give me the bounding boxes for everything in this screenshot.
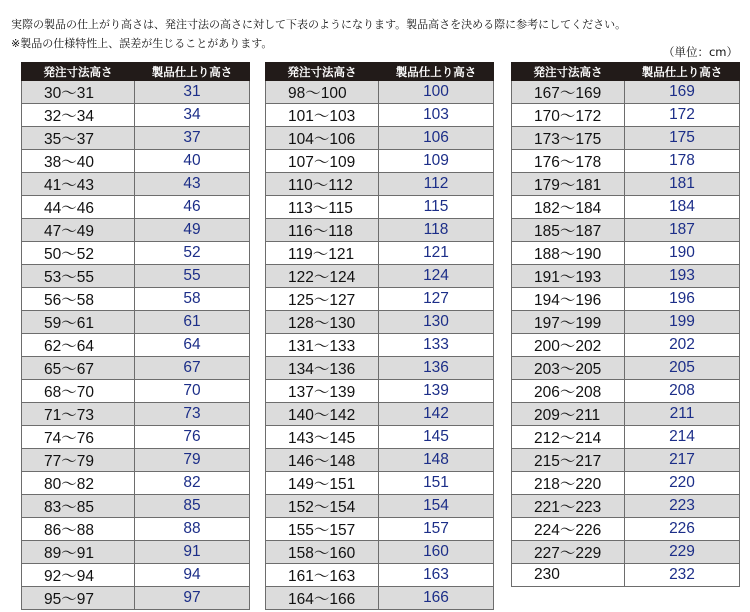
header-finished-height: 製品仕上り高さ <box>625 63 740 81</box>
order-height-cell: 119～121 <box>266 242 379 265</box>
order-height-cell: 185～187 <box>512 219 625 242</box>
table-row <box>512 541 740 564</box>
table-header-row <box>22 63 250 81</box>
finished-height-cell: 115 <box>379 196 494 219</box>
finished-height-cell: 205 <box>625 357 740 380</box>
order-height-cell: 92～94 <box>22 564 135 587</box>
finished-height-cell: 118 <box>379 219 494 242</box>
finished-height-cell: 91 <box>135 541 250 564</box>
table-row <box>22 587 250 610</box>
table-row <box>266 380 494 403</box>
table-row <box>512 81 740 104</box>
order-height-cell: 86～88 <box>22 518 135 541</box>
table-row <box>266 127 494 150</box>
table-row <box>22 564 250 587</box>
header-order-height: 発注寸法高さ <box>22 63 135 81</box>
intro-note: 実際の製品の仕上がり高さは、発注寸法の高さに対して下表のようになります。製品高さを決める際に参考にしてください。 <box>11 18 627 31</box>
order-height-cell: 131～133 <box>266 334 379 357</box>
table-header-row <box>512 63 740 81</box>
table-row <box>266 587 494 610</box>
finished-height-cell: 163 <box>379 564 494 587</box>
table-row <box>512 242 740 265</box>
size-table-2 <box>265 62 494 610</box>
header-order-height: 発注寸法高さ <box>266 63 379 81</box>
order-height-cell: 191～193 <box>512 265 625 288</box>
order-height-cell: 50～52 <box>22 242 135 265</box>
order-height-cell: 137～139 <box>266 380 379 403</box>
finished-height-cell: 190 <box>625 242 740 265</box>
table-row <box>512 495 740 518</box>
order-height-cell: 188～190 <box>512 242 625 265</box>
finished-height-cell: 214 <box>625 426 740 449</box>
order-height-cell: 134～136 <box>266 357 379 380</box>
finished-height-cell: 229 <box>625 541 740 564</box>
order-height-cell: 89～91 <box>22 541 135 564</box>
finished-height-cell: 40 <box>135 150 250 173</box>
order-height-cell: 158～160 <box>266 541 379 564</box>
order-height-cell: 194～196 <box>512 288 625 311</box>
table-row <box>512 288 740 311</box>
finished-height-cell: 103 <box>379 104 494 127</box>
order-height-cell: 56～58 <box>22 288 135 311</box>
table-row <box>266 196 494 219</box>
order-height-cell: 176～178 <box>512 150 625 173</box>
finished-height-cell: 94 <box>135 564 250 587</box>
order-height-cell: 101～103 <box>266 104 379 127</box>
table-row <box>22 104 250 127</box>
order-height-cell: 203～205 <box>512 357 625 380</box>
table-row <box>512 173 740 196</box>
order-height-cell: 200～202 <box>512 334 625 357</box>
table-row <box>22 495 250 518</box>
order-height-cell: 65～67 <box>22 357 135 380</box>
finished-height-cell: 169 <box>625 81 740 104</box>
table-row <box>266 150 494 173</box>
table-row <box>266 288 494 311</box>
finished-height-cell: 166 <box>379 587 494 610</box>
table-row <box>22 541 250 564</box>
table-row <box>512 564 740 587</box>
table-row <box>512 380 740 403</box>
table-row <box>266 541 494 564</box>
order-height-cell: 77～79 <box>22 449 135 472</box>
table-row <box>266 242 494 265</box>
order-height-cell: 104～106 <box>266 127 379 150</box>
table-row <box>22 449 250 472</box>
order-height-cell: 47～49 <box>22 219 135 242</box>
table-row <box>512 150 740 173</box>
order-height-cell: 143～145 <box>266 426 379 449</box>
finished-height-cell: 70 <box>135 380 250 403</box>
order-height-cell: 179～181 <box>512 173 625 196</box>
order-height-cell: 128～130 <box>266 311 379 334</box>
order-height-cell: 218～220 <box>512 472 625 495</box>
table-row <box>22 219 250 242</box>
finished-height-cell: 148 <box>379 449 494 472</box>
table-row <box>22 426 250 449</box>
order-height-cell: 221～223 <box>512 495 625 518</box>
finished-height-cell: 49 <box>135 219 250 242</box>
order-height-cell: 116～118 <box>266 219 379 242</box>
table-row <box>266 426 494 449</box>
order-height-cell: 149～151 <box>266 472 379 495</box>
order-height-cell: 209～211 <box>512 403 625 426</box>
finished-height-cell: 202 <box>625 334 740 357</box>
header-order-height: 発注寸法高さ <box>512 63 625 81</box>
finished-height-cell: 52 <box>135 242 250 265</box>
order-height-cell: 197～199 <box>512 311 625 334</box>
table-row <box>22 81 250 104</box>
order-height-cell: 95～97 <box>22 587 135 610</box>
finished-height-cell: 106 <box>379 127 494 150</box>
finished-height-cell: 76 <box>135 426 250 449</box>
table-row <box>22 196 250 219</box>
order-height-cell: 215～217 <box>512 449 625 472</box>
table-row <box>266 81 494 104</box>
table-row <box>22 311 250 334</box>
order-height-cell: 122～124 <box>266 265 379 288</box>
table-row <box>22 265 250 288</box>
order-height-cell: 68～70 <box>22 380 135 403</box>
finished-height-cell: 124 <box>379 265 494 288</box>
unit-label: （単位：cm） <box>662 45 738 59</box>
finished-height-cell: 67 <box>135 357 250 380</box>
order-height-cell: 173～175 <box>512 127 625 150</box>
finished-height-cell: 61 <box>135 311 250 334</box>
order-height-cell: 59～61 <box>22 311 135 334</box>
order-height-cell: 164～166 <box>266 587 379 610</box>
table-row <box>512 265 740 288</box>
table-row <box>266 449 494 472</box>
order-height-cell: 80～82 <box>22 472 135 495</box>
header-finished-height: 製品仕上り高さ <box>135 63 250 81</box>
order-height-cell: 62～64 <box>22 334 135 357</box>
finished-height-cell: 73 <box>135 403 250 426</box>
finished-height-cell: 142 <box>379 403 494 426</box>
order-height-cell: 152～154 <box>266 495 379 518</box>
table-row <box>266 334 494 357</box>
order-height-cell: 206～208 <box>512 380 625 403</box>
finished-height-cell: 139 <box>379 380 494 403</box>
order-height-cell: 32～34 <box>22 104 135 127</box>
table-row <box>266 472 494 495</box>
finished-height-cell: 178 <box>625 150 740 173</box>
order-height-cell: 146～148 <box>266 449 379 472</box>
table-row <box>22 518 250 541</box>
table-row <box>22 403 250 426</box>
finished-height-cell: 193 <box>625 265 740 288</box>
order-height-cell: 140～142 <box>266 403 379 426</box>
table-row <box>266 357 494 380</box>
finished-height-cell: 154 <box>379 495 494 518</box>
finished-height-cell: 220 <box>625 472 740 495</box>
finished-height-cell: 208 <box>625 380 740 403</box>
table-row <box>512 403 740 426</box>
table-row <box>22 357 250 380</box>
order-height-cell: 212～214 <box>512 426 625 449</box>
finished-height-cell: 88 <box>135 518 250 541</box>
finished-height-cell: 187 <box>625 219 740 242</box>
order-height-cell: 53～55 <box>22 265 135 288</box>
order-height-cell: 110～112 <box>266 173 379 196</box>
finished-height-cell: 43 <box>135 173 250 196</box>
order-height-cell: 98～100 <box>266 81 379 104</box>
order-height-cell: 125～127 <box>266 288 379 311</box>
table-row <box>22 334 250 357</box>
table-row <box>22 288 250 311</box>
order-height-cell: 155～157 <box>266 518 379 541</box>
table-row <box>22 380 250 403</box>
finished-height-cell: 109 <box>379 150 494 173</box>
table-row <box>266 173 494 196</box>
finished-height-cell: 85 <box>135 495 250 518</box>
table-row <box>266 311 494 334</box>
order-height-cell: 83～85 <box>22 495 135 518</box>
table-row <box>266 403 494 426</box>
table-row <box>22 127 250 150</box>
order-height-cell: 113～115 <box>266 196 379 219</box>
finished-height-cell: 199 <box>625 311 740 334</box>
order-height-cell: 170～172 <box>512 104 625 127</box>
table-row <box>512 518 740 541</box>
finished-height-cell: 64 <box>135 334 250 357</box>
finished-height-cell: 130 <box>379 311 494 334</box>
table-row <box>266 564 494 587</box>
finished-height-cell: 112 <box>379 173 494 196</box>
order-height-cell: 41～43 <box>22 173 135 196</box>
order-height-cell: 227～229 <box>512 541 625 564</box>
table-row <box>512 449 740 472</box>
finished-height-cell: 172 <box>625 104 740 127</box>
order-height-cell: 35～37 <box>22 127 135 150</box>
table-row <box>512 357 740 380</box>
finished-height-cell: 97 <box>135 587 250 610</box>
finished-height-cell: 37 <box>135 127 250 150</box>
table-row <box>22 150 250 173</box>
finished-height-cell: 175 <box>625 127 740 150</box>
table-row <box>512 311 740 334</box>
tolerance-note: ※製品の仕様特性上、誤差が生じることがあります。 <box>11 37 273 50</box>
size-table-3 <box>511 62 740 587</box>
finished-height-cell: 232 <box>625 564 740 587</box>
finished-height-cell: 181 <box>625 173 740 196</box>
table-row <box>512 127 740 150</box>
order-height-cell: 182～184 <box>512 196 625 219</box>
finished-height-cell: 160 <box>379 541 494 564</box>
finished-height-cell: 211 <box>625 403 740 426</box>
table-row <box>266 104 494 127</box>
finished-height-cell: 136 <box>379 357 494 380</box>
table-row <box>266 495 494 518</box>
finished-height-cell: 223 <box>625 495 740 518</box>
table-row <box>22 472 250 495</box>
table-header-row <box>266 63 494 81</box>
order-height-cell: 74～76 <box>22 426 135 449</box>
finished-height-cell: 133 <box>379 334 494 357</box>
finished-height-cell: 151 <box>379 472 494 495</box>
finished-height-cell: 127 <box>379 288 494 311</box>
order-height-cell: 167～169 <box>512 81 625 104</box>
order-height-cell: 30～31 <box>22 81 135 104</box>
table-row <box>512 472 740 495</box>
finished-height-cell: 31 <box>135 81 250 104</box>
table-row <box>512 426 740 449</box>
finished-height-cell: 46 <box>135 196 250 219</box>
size-table-1 <box>21 62 250 610</box>
finished-height-cell: 157 <box>379 518 494 541</box>
finished-height-cell: 121 <box>379 242 494 265</box>
finished-height-cell: 79 <box>135 449 250 472</box>
table-row <box>22 173 250 196</box>
table-row <box>266 265 494 288</box>
finished-height-cell: 184 <box>625 196 740 219</box>
finished-height-cell: 34 <box>135 104 250 127</box>
order-height-cell: 107～109 <box>266 150 379 173</box>
order-height-cell: 230 <box>512 564 625 587</box>
finished-height-cell: 100 <box>379 81 494 104</box>
finished-height-cell: 145 <box>379 426 494 449</box>
finished-height-cell: 55 <box>135 265 250 288</box>
finished-height-cell: 226 <box>625 518 740 541</box>
finished-height-cell: 217 <box>625 449 740 472</box>
header-finished-height: 製品仕上り高さ <box>379 63 494 81</box>
order-height-cell: 38～40 <box>22 150 135 173</box>
table-row <box>512 219 740 242</box>
table-row <box>266 219 494 242</box>
table-row <box>266 518 494 541</box>
finished-height-cell: 82 <box>135 472 250 495</box>
order-height-cell: 161～163 <box>266 564 379 587</box>
order-height-cell: 44～46 <box>22 196 135 219</box>
table-row <box>512 334 740 357</box>
order-height-cell: 224～226 <box>512 518 625 541</box>
table-row <box>512 104 740 127</box>
order-height-cell: 71～73 <box>22 403 135 426</box>
finished-height-cell: 58 <box>135 288 250 311</box>
table-row <box>512 196 740 219</box>
table-row <box>22 242 250 265</box>
finished-height-cell: 196 <box>625 288 740 311</box>
